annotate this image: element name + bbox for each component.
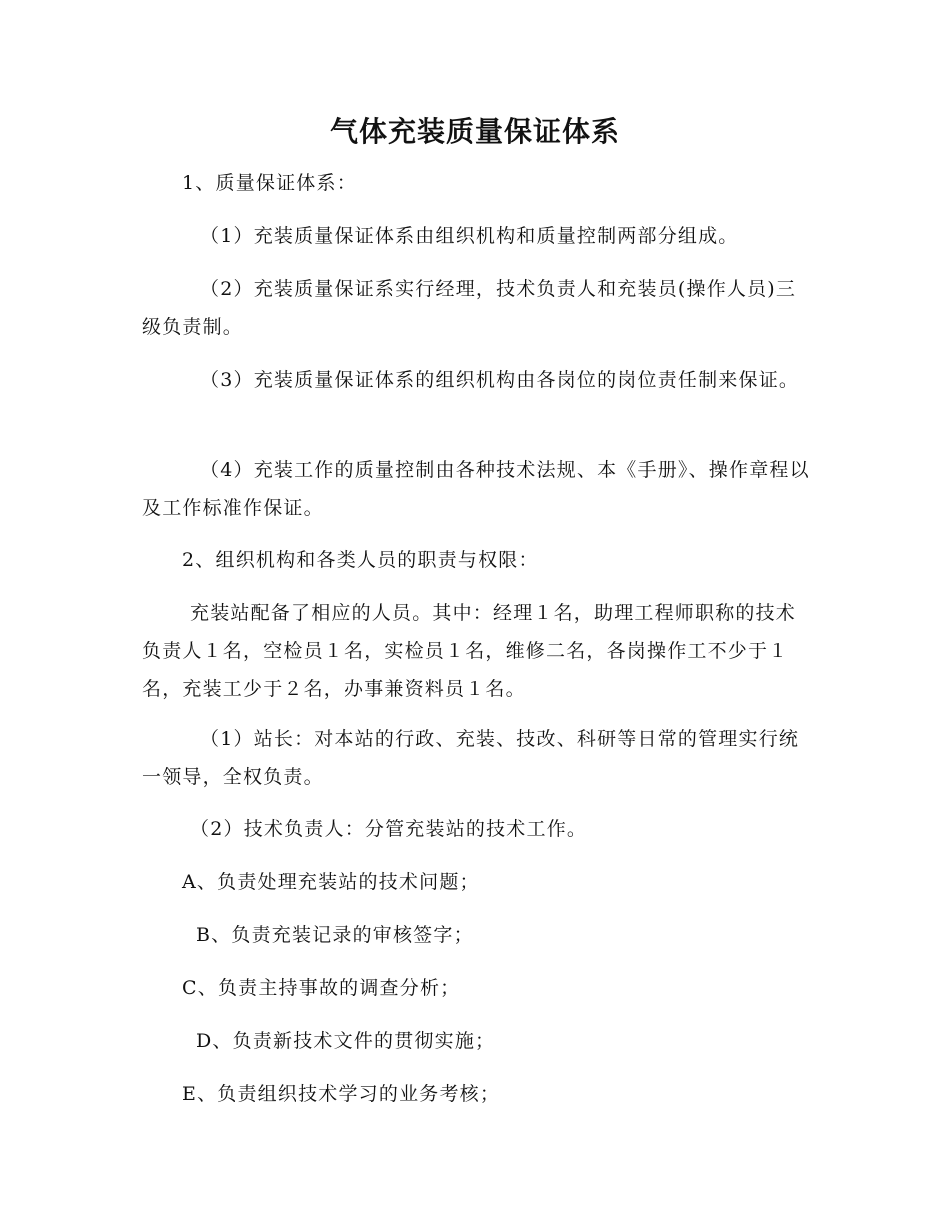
list-item-a: A、负责处理充装站的技术问题； bbox=[182, 871, 480, 893]
document-title: 气体充装质量保证体系 bbox=[329, 115, 620, 148]
list-item-e: E、负责组织技术学习的业务考核； bbox=[182, 1083, 501, 1105]
paragraph-quality-control-guarantee: （4）充装工作的质量控制由各种技术法规、本《手册》、操作章程以及工作标准作保证。 bbox=[142, 459, 810, 519]
list-item-d: D、负责新技术文件的贯彻实施； bbox=[196, 1030, 496, 1052]
paragraph-staffing: 充装站配备了相应的人员。其中：经理１名，助理工程师职称的技术负责人１名，空检员１名，实检员１名，维修二名，各岗操作工不少于１名，充装工少于２名，办事兼资料员１名。 bbox=[142, 602, 797, 700]
list-item-b: B、负责充装记录的审核签字； bbox=[196, 924, 474, 946]
paragraph-technical-lead: （2）技术负责人：分管充装站的技术工作。 bbox=[190, 818, 588, 840]
list-item-c: C、负责主持事故的调查分析； bbox=[182, 977, 461, 999]
paragraph-three-level-responsibility: （2）充装质量保证系实行经理，技术负责人和充装员(操作人员)三级负责制。 bbox=[142, 278, 797, 338]
paragraph-system-composition: （1）充装质量保证体系由组织机构和质量控制两部分组成。 bbox=[200, 225, 739, 247]
paragraph-station-manager: （1）站长：对本站的行政、充装、技改、科研等日常的管理实行统一领导，全权负责。 bbox=[142, 728, 800, 788]
section-heading-roles-authority: 2、组织机构和各类人员的职责与权限： bbox=[182, 549, 539, 571]
paragraph-organizational-guarantee: （3）充装质量保证体系的组织机构由各岗位的岗位责任制来保证。 bbox=[200, 369, 800, 391]
section-heading-quality-system: 1、质量保证体系： bbox=[182, 172, 357, 194]
